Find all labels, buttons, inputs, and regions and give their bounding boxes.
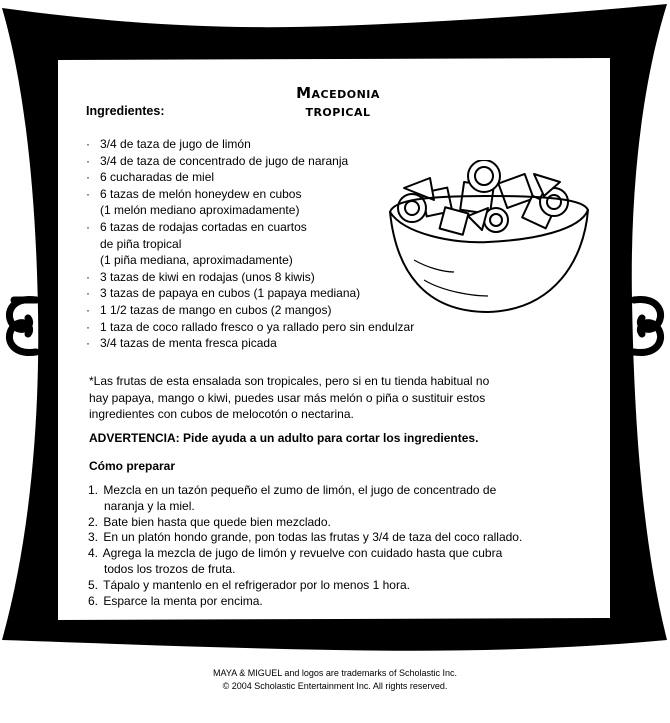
step-item xyxy=(88,546,522,562)
bullet-icon: · xyxy=(86,286,90,301)
step-text: Tápalo y mantenlo en el refrigerador por lo menos 1 hora. xyxy=(103,577,410,592)
ingredient-text: 1 taza de coco rallado fresco o ya rallado pero sin endulzar xyxy=(100,319,415,334)
step-item xyxy=(88,515,522,531)
ingredients-heading: Ingredientes: xyxy=(86,104,165,118)
ingredient-item xyxy=(86,136,414,153)
bullet-icon: · xyxy=(86,186,90,201)
step-text: Esparce la menta por encima. xyxy=(103,593,263,608)
step-text: todos los trozos de fruta. xyxy=(104,561,236,576)
ingredient-item xyxy=(86,202,414,219)
step-text: Mezcla en un tazón pequeño el zumo de limón, el jugo de concentrado de xyxy=(103,483,497,497)
ingredient-item xyxy=(86,269,414,286)
ingredient-text: 3/4 tazas de menta fresca picada xyxy=(100,336,277,351)
ingredient-text: (1 melón mediano aproximadamente) xyxy=(100,203,300,218)
step-item xyxy=(88,530,522,546)
step-item xyxy=(88,594,522,610)
step-number: 6. xyxy=(88,593,99,608)
ingredient-item xyxy=(86,285,414,302)
step-number: 3. xyxy=(88,530,99,545)
bullet-icon: · xyxy=(86,137,90,151)
step-number: 5. xyxy=(88,577,99,592)
ingredient-text: 6 cucharadas de miel xyxy=(100,170,215,185)
steps-heading: Cómo preparar xyxy=(89,459,176,473)
step-continuation xyxy=(88,499,522,515)
adult-help-warning: ADVERTENCIA: Pide ayuda a un adulto para cortar los ingredientes. xyxy=(89,431,479,445)
ingredient-item xyxy=(86,186,414,203)
step-number: 4. xyxy=(88,546,99,561)
ingredients-list xyxy=(86,136,414,352)
ingredient-text: 1 1/2 tazas de mango en cubos (2 mangos) xyxy=(100,302,332,317)
ingredient-text: 3/4 de taza de concentrado de jugo de naranja xyxy=(100,153,349,168)
step-continuation xyxy=(88,562,522,578)
bullet-icon: · xyxy=(86,336,90,351)
left-scroll-ornament xyxy=(9,299,36,352)
fruit-bowl-illustration xyxy=(384,160,594,320)
step-text: Agrega la mezcla de jugo de limón y revuelve con cuidado hasta que cubra xyxy=(102,546,503,561)
fruit-substitution-note xyxy=(89,373,489,423)
recipe-title: Macedonia tropical xyxy=(296,84,380,120)
step-text: En un platón hondo grande, pon todas las frutas y 3/4 de taza del coco rallado. xyxy=(103,530,523,545)
step-number: 2. xyxy=(88,514,99,529)
right-scroll-ornament xyxy=(634,299,661,352)
ingredient-item xyxy=(86,169,414,186)
bullet-icon: · xyxy=(86,219,90,234)
ingredient-item xyxy=(86,319,414,336)
ingredient-text: 3/4 de taza de jugo de limón xyxy=(100,137,251,151)
trademark-notice: MAYA & MIGUEL and logos are trademarks of Scholastic Inc. xyxy=(213,668,457,678)
ingredient-item xyxy=(86,252,414,269)
ingredient-text: 6 tazas de melón honeydew en cubos xyxy=(100,186,302,201)
bullet-icon: · xyxy=(86,153,90,168)
step-text: Bate bien hasta que quede bien mezclado. xyxy=(103,514,331,529)
step-item xyxy=(88,578,522,594)
ingredient-item xyxy=(86,236,414,253)
bullet-icon: · xyxy=(86,302,90,317)
note-line: ingredientes con cubos de melocotón o nectarina. xyxy=(89,407,354,421)
note-line: hay papaya, mango o kiwi, puedes usar más melón o piña o sustituir estos xyxy=(89,390,486,405)
bullet-icon: · xyxy=(86,269,90,284)
step-text: naranja y la miel. xyxy=(104,498,195,513)
ingredient-text: 3 tazas de papaya en cubos (1 papaya mediana) xyxy=(100,286,361,301)
step-number: 1. xyxy=(88,483,99,497)
copyright-notice: © 2004 Scholastic Entertainment Inc. All rights reserved. xyxy=(222,681,448,691)
step-item xyxy=(88,483,522,499)
ingredient-item xyxy=(86,302,414,319)
bullet-icon: · xyxy=(86,319,90,334)
ingredient-text: de piña tropical xyxy=(100,236,182,251)
ingredient-item xyxy=(86,153,414,170)
ingredient-text: 6 tazas de rodajas cortadas en cuartos xyxy=(100,219,307,234)
ingredient-item xyxy=(86,335,414,352)
preparation-steps xyxy=(88,483,522,609)
ingredient-text: 3 tazas de kiwi en rodajas (unos 8 kiwis) xyxy=(100,269,315,284)
ingredient-item xyxy=(86,219,414,236)
ingredient-text: (1 piña mediana, aproximadamente) xyxy=(100,253,293,268)
bullet-icon: · xyxy=(86,170,90,185)
note-line: *Las frutas de esta ensalada son tropicales, pero si en tu tienda habitual no xyxy=(89,374,490,388)
